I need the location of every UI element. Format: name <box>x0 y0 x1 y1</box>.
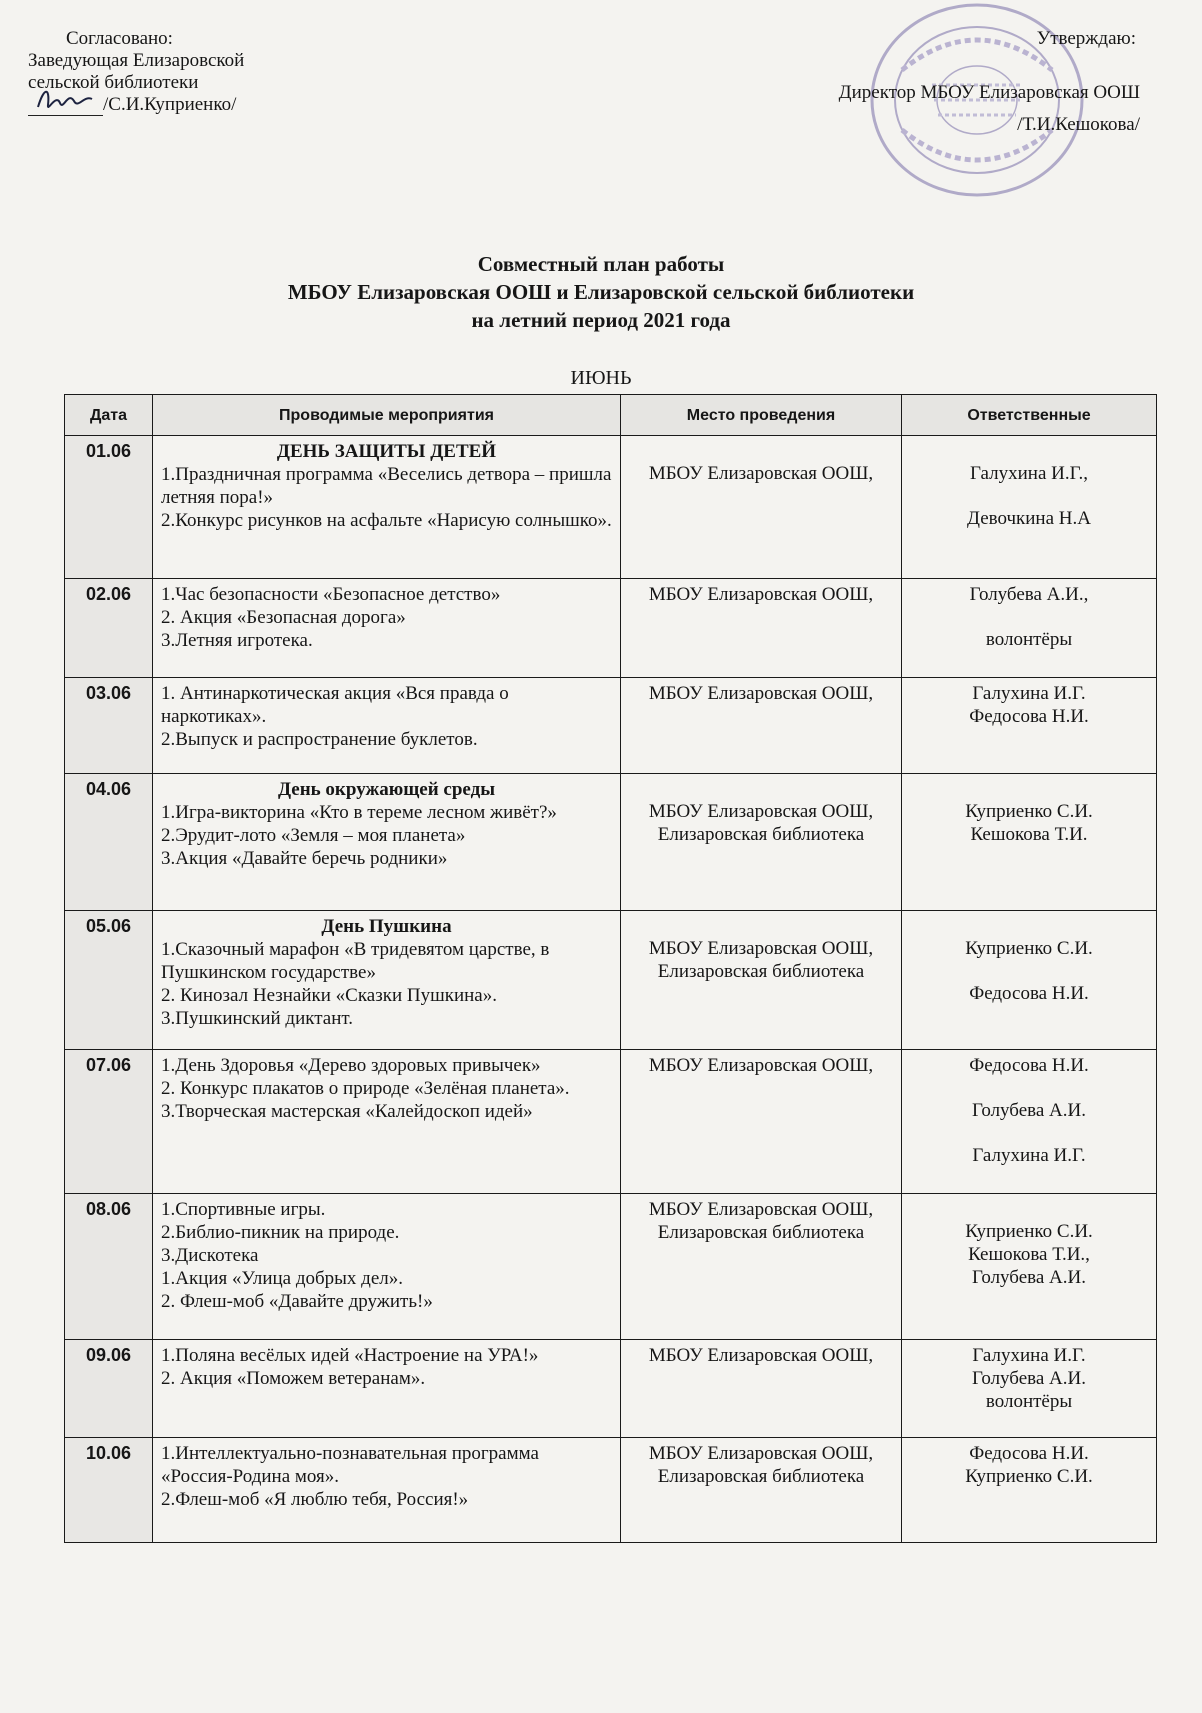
table-row <box>65 1438 1157 1543</box>
place-item: Елизаровская библиотека <box>657 961 865 982</box>
row-events <box>153 1340 621 1438</box>
place-item: МБОУ Елизаровская ООШ, <box>648 801 874 822</box>
place-item: Елизаровская библиотека <box>657 1466 865 1487</box>
place-item: МБОУ Елизаровская ООШ, <box>648 1055 874 1076</box>
table-row <box>65 1194 1157 1340</box>
row-events <box>153 911 621 1050</box>
place-item: МБОУ Елизаровская ООШ, <box>648 938 874 959</box>
approve-label: Утверждаю: <box>1036 28 1136 49</box>
place-item: МБОУ Елизаровская ООШ, <box>648 683 874 704</box>
row-date: 10.06 <box>65 1438 153 1543</box>
header-events: Проводимые мероприятия <box>153 395 621 436</box>
row-place <box>621 1050 902 1194</box>
title-line-1: Совместный план работы <box>477 252 725 276</box>
responsible-item: волонтёры <box>985 629 1073 650</box>
row-date: 03.06 <box>65 678 153 774</box>
row-date: 05.06 <box>65 911 153 1050</box>
place-item: Елизаровская библиотека <box>657 824 865 845</box>
approve-block <box>760 28 1160 136</box>
event-item: 1.Игра-викторина «Кто в тереме лесном живёт?» <box>161 802 557 823</box>
event-item: 2.Конкурс рисунков на асфальте «Нарисую солнышко». <box>161 510 612 531</box>
row-place <box>621 579 902 678</box>
row-place <box>621 678 902 774</box>
row-responsible <box>902 678 1157 774</box>
event-item: 1. Антинаркотическая акция «Вся правда о наркотиках». <box>161 683 509 727</box>
responsible-item: Голубева А.И. <box>972 1267 1086 1288</box>
row-place <box>621 911 902 1050</box>
event-item: 2.Флеш-моб «Я люблю тебя, Россия!» <box>161 1489 469 1510</box>
responsible-item: Куприенко С.И. <box>965 938 1093 959</box>
place-item: МБОУ Елизаровская ООШ, <box>648 1199 874 1220</box>
event-item: 1.Интеллектуально-познавательная программа «Россия-Родина моя». <box>161 1443 539 1487</box>
table-header-row <box>65 395 1157 436</box>
responsible-item: Голубева А.И. <box>972 1368 1086 1389</box>
approve-name: /Т.И.Кешокова/ <box>1017 114 1140 135</box>
table-row <box>65 774 1157 911</box>
event-item: 1.Праздничная программа «Веселись детвора – пришла летняя пора!» <box>161 464 612 508</box>
event-item: 1.Акция «Улица добрых дел». <box>161 1268 404 1289</box>
row-place <box>621 436 902 579</box>
row-events <box>153 1194 621 1340</box>
event-item: 3.Пушкинский диктант. <box>161 1008 353 1029</box>
row-responsible <box>902 911 1157 1050</box>
table-row <box>65 1050 1157 1194</box>
responsible-item: Голубева А.И. <box>972 1100 1086 1121</box>
approve-position: Директор МБОУ Елизаровская ООШ <box>838 82 1140 103</box>
row-responsible <box>902 1050 1157 1194</box>
row-responsible <box>902 1194 1157 1340</box>
table-row <box>65 678 1157 774</box>
signature-scribble-icon <box>34 83 104 117</box>
row-responsible <box>902 579 1157 678</box>
agreed-name: /С.И.Куприенко/ <box>103 94 237 115</box>
row-responsible <box>902 774 1157 911</box>
row-place <box>621 1194 902 1340</box>
responsible-item: Куприенко С.И. <box>965 801 1093 822</box>
event-item: 3.Дискотека <box>161 1245 259 1266</box>
agreed-position-1: Заведующая Елизаровской <box>28 50 245 71</box>
event-item: 2. Акция «Безопасная дорога» <box>161 607 406 628</box>
row-events <box>153 1050 621 1194</box>
row-events <box>153 1438 621 1543</box>
row-date: 07.06 <box>65 1050 153 1194</box>
event-item: 2.Эрудит-лото «Земля – моя планета» <box>161 825 466 846</box>
header-place: Место проведения <box>621 395 902 436</box>
event-item: 1.Сказочный марафон «В тридевятом царстве, в Пушкинском государстве» <box>161 939 550 983</box>
day-title: День окружающей среды <box>277 779 496 800</box>
header-responsible: Ответственные <box>902 395 1157 436</box>
event-item: 1.День Здоровья «Дерево здоровых привычек» <box>161 1055 541 1076</box>
day-title: ДЕНЬ ЗАЩИТЫ ДЕТЕЙ <box>276 441 497 462</box>
agreed-block <box>28 28 358 116</box>
row-place <box>621 1340 902 1438</box>
title-line-2: МБОУ Елизаровская ООШ и Елизаровской сельской библиотеки <box>287 280 915 304</box>
place-item: МБОУ Елизаровская ООШ, <box>648 584 874 605</box>
header-date: Дата <box>65 395 153 436</box>
place-item: Елизаровская библиотека <box>657 1222 865 1243</box>
responsible-item: Федосова Н.И. <box>969 983 1089 1004</box>
document-title <box>0 250 1202 334</box>
day-title: День Пушкина <box>321 916 452 937</box>
responsible-item: Федосова Н.И. <box>969 1055 1089 1076</box>
row-events <box>153 436 621 579</box>
responsible-item: Куприенко С.И. <box>965 1221 1093 1242</box>
place-item: МБОУ Елизаровская ООШ, <box>648 1345 874 1366</box>
agreed-position-2: сельской библиотеки <box>28 72 199 93</box>
table-row <box>65 579 1157 678</box>
table-row <box>65 911 1157 1050</box>
responsible-item: Галухина И.Г., <box>970 463 1088 484</box>
row-responsible <box>902 1340 1157 1438</box>
plan-table <box>64 394 1157 1543</box>
row-events <box>153 774 621 911</box>
responsible-item: волонтёры <box>985 1391 1073 1412</box>
responsible-item: Федосова Н.И. <box>969 1443 1089 1464</box>
row-date: 08.06 <box>65 1194 153 1340</box>
event-item: 3.Акция «Давайте беречь родники» <box>161 848 448 869</box>
responsible-item: Девочкина Н.А <box>967 508 1091 529</box>
month-heading: ИЮНЬ <box>570 367 632 389</box>
event-item: 2. Флеш-моб «Давайте дружить!» <box>161 1291 433 1312</box>
event-item: 2. Кинозал Незнайки «Сказки Пушкина». <box>161 985 497 1006</box>
signature-line <box>28 97 103 116</box>
event-item: 3.Летняя игротека. <box>161 630 313 651</box>
row-date: 02.06 <box>65 579 153 678</box>
row-date: 04.06 <box>65 774 153 911</box>
responsible-item: Федосова Н.И. <box>969 706 1089 727</box>
row-responsible <box>902 1438 1157 1543</box>
event-item: 2. Конкурс плакатов о природе «Зелёная планета». <box>161 1078 570 1099</box>
event-item: 3.Творческая мастерская «Калейдоскоп идей» <box>161 1101 533 1122</box>
responsible-item: Куприенко С.И. <box>965 1466 1093 1487</box>
table-row <box>65 1340 1157 1438</box>
event-item: 1.Час безопасности «Безопасное детство» <box>161 584 501 605</box>
responsible-item: Кешокова Т.И. <box>970 824 1088 845</box>
table-row <box>65 436 1157 579</box>
responsible-item: Галухина И.Г. <box>972 1145 1086 1166</box>
responsible-item: Галухина И.Г. <box>972 683 1086 704</box>
row-events <box>153 579 621 678</box>
row-events <box>153 678 621 774</box>
event-item: 2. Акция «Поможем ветеранам». <box>161 1368 426 1389</box>
row-responsible <box>902 436 1157 579</box>
event-item: 1.Поляна весёлых идей «Настроение на УРА!» <box>161 1345 539 1366</box>
event-item: 1.Спортивные игры. <box>161 1199 326 1220</box>
agreed-label: Согласовано: <box>66 28 173 49</box>
responsible-item: Галухина И.Г. <box>972 1345 1086 1366</box>
event-item: 2.Выпуск и распространение буклетов. <box>161 729 478 750</box>
agreed-signature-row <box>28 94 358 116</box>
responsible-item: Голубева А.И., <box>969 584 1089 605</box>
title-line-3: на летний период 2021 года <box>471 308 731 332</box>
place-item: МБОУ Елизаровская ООШ, <box>648 1443 874 1464</box>
place-item: МБОУ Елизаровская ООШ, <box>648 463 874 484</box>
row-place <box>621 774 902 911</box>
row-date: 09.06 <box>65 1340 153 1438</box>
row-date: 01.06 <box>65 436 153 579</box>
responsible-item: Кешокова Т.И., <box>968 1244 1090 1265</box>
event-item: 2.Библио-пикник на природе. <box>161 1222 400 1243</box>
row-place <box>621 1438 902 1543</box>
